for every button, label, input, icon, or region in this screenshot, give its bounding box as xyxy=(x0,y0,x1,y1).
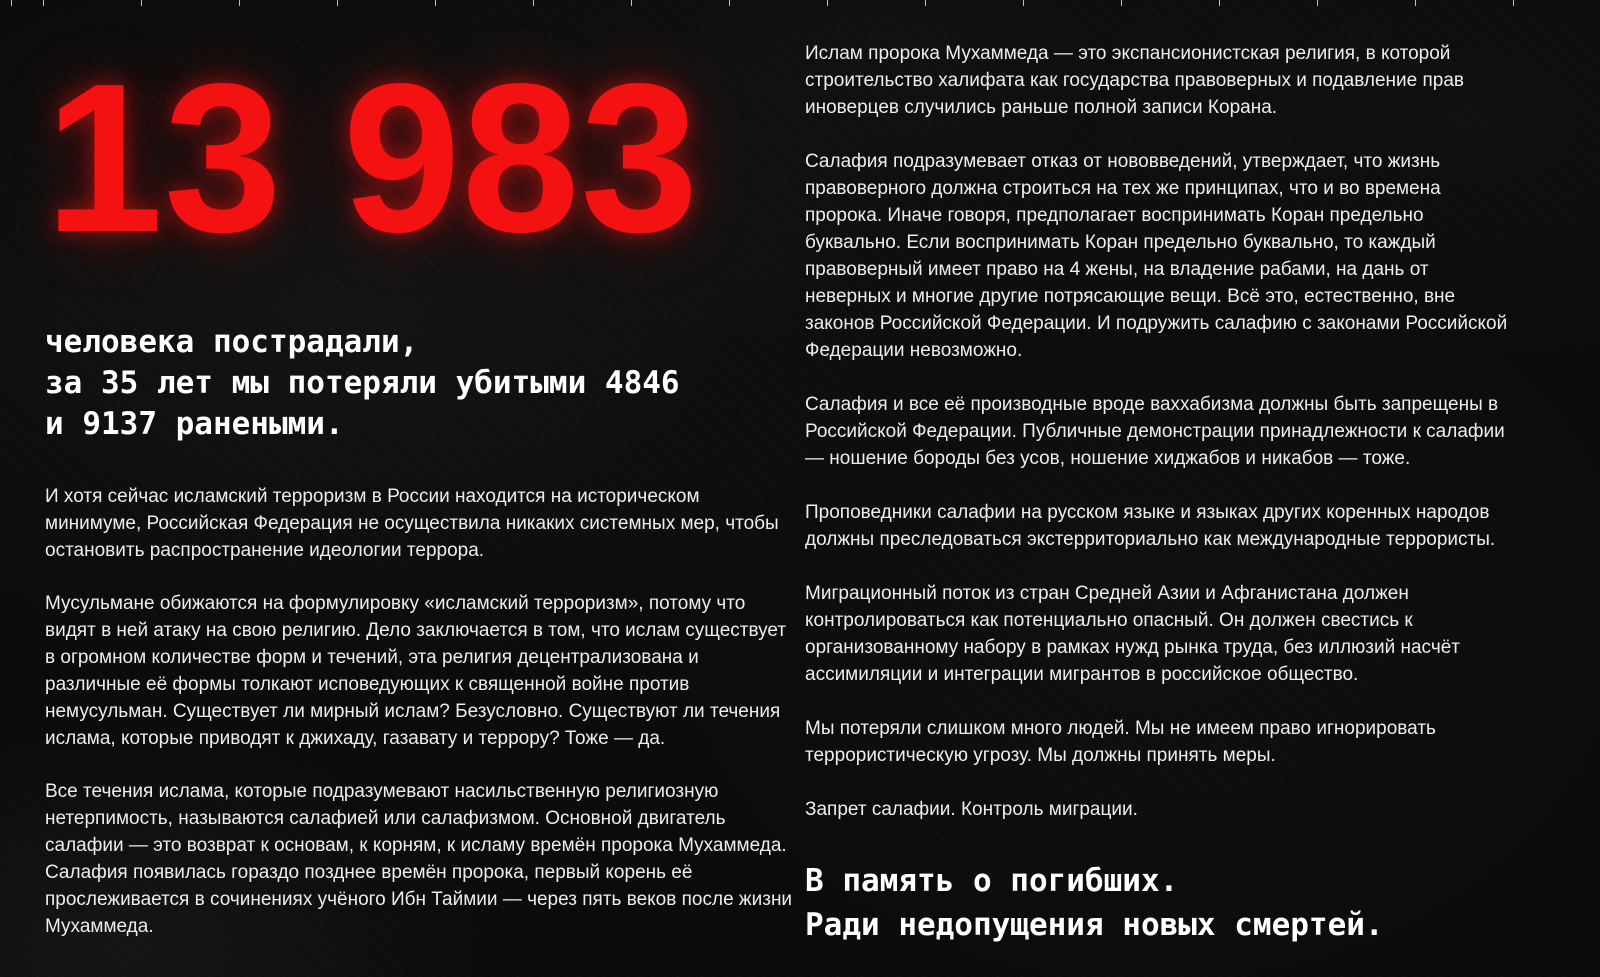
memorial-line-1: В память о погибших. xyxy=(805,863,1179,899)
right-column xyxy=(805,0,1511,977)
paragraph-salafia-literalism: Салафия подразумевает отказ от нововведений, утверждает, что жизнь правоверного должна строиться на тех же принципах, что и во времена пророка. Иначе говоря, предполагает воспринимать Коран предельно буквально. Если воспринимать Коран предельно буквально, то каждый правоверный имеет право на 4 жены, на владение рабами, на дань от неверных и многие другие потрясающие вещи. Всё это, естественно, вне законов Российской Федерации. И подружить салафию с законами Российской Федерации невозможно. xyxy=(805,151,1508,361)
subtitle-line-3: и 9137 ранеными. xyxy=(45,406,344,442)
paragraph-preachers: Проповедники салафии на русском языке и языках других коренных народов должны преследоваться экстерриториально как международные террористы. xyxy=(805,502,1496,550)
casualty-subtitle xyxy=(45,322,795,445)
paragraph-islam-expansion: Ислам пророка Мухаммеда — это экспансионистская религия, в которой строительство халифата как государства правоверных и подавление прав иноверцев случились раньше полной записи Корана. xyxy=(805,43,1465,118)
paragraph-take-measures: Мы потеряли слишком много людей. Мы не имеем право игнорировать террористическую угрозу. Мы должны принять меры. xyxy=(805,718,1436,766)
left-body-text xyxy=(45,483,795,940)
paragraph-muslim-offense: Мусульмане обижаются на формулировку «исламский терроризм», потому что видят в ней атаку на свою религию. Дело заключается в том, что ислам существует в огромном количестве форм и течений, эта религия децентрализована и различные её формы толкают исповедующих к священной войне против немусульман. Существует ли мирный ислам? Безусловно. Существуют ли течения ислама, которые приводят к джихаду, газавату и террору? Тоже — да. xyxy=(45,593,787,749)
subtitle-line-1: человека пострадали, xyxy=(45,324,419,360)
subtitle-line-2: за 35 лет мы потеряли убитыми 4846 xyxy=(45,365,680,401)
memorial-statement xyxy=(805,859,1511,947)
paragraph-salafia-ban: Салафия и все её производные вроде ваххабизма должны быть запрещены в Российской Федерации. Публичные демонстрации принадлежности к салафии — ношение бороды без усов, ношение хиджабов и никабов — тоже. xyxy=(805,394,1505,469)
paragraph-migration: Миграционный поток из стран Средней Азии и Афганистана должен контролироваться как потенциально опасный. Он должен свестись к организованному набору в рамках нужд рынка труда, без иллюзий насчёт ассимиляции и интеграции мигрантов в российское общество. xyxy=(805,583,1461,685)
right-body-text xyxy=(805,40,1511,850)
left-column xyxy=(45,0,795,940)
paragraph-slogan: Запрет салафии. Контроль миграции. xyxy=(805,799,1138,820)
memorial-line-2: Ради недопущения новых смертей. xyxy=(805,907,1384,943)
paragraph-terror-minimum: И хотя сейчас исламский терроризм в России находится на историческом минимуме, Российская Федерация не осуществила никаких системных мер, чтобы остановить распространение идеологии террора. xyxy=(45,486,779,561)
paragraph-salafism-origin: Все течения ислама, которые подразумевают насильственную религиозную нетерпимость, называются салафией или салафизмом. Основной двигатель салафии — это возврат к основам, к корням, к исламу времён пророка Мухаммеда. Салафия появилась гораздо позднее времён пророка, первый корень её прослеживается в сочинениях учёного Ибн Таймии — через пять веков после жизни Мухаммеда. xyxy=(45,781,793,937)
casualty-count: 13 983 xyxy=(45,39,700,276)
